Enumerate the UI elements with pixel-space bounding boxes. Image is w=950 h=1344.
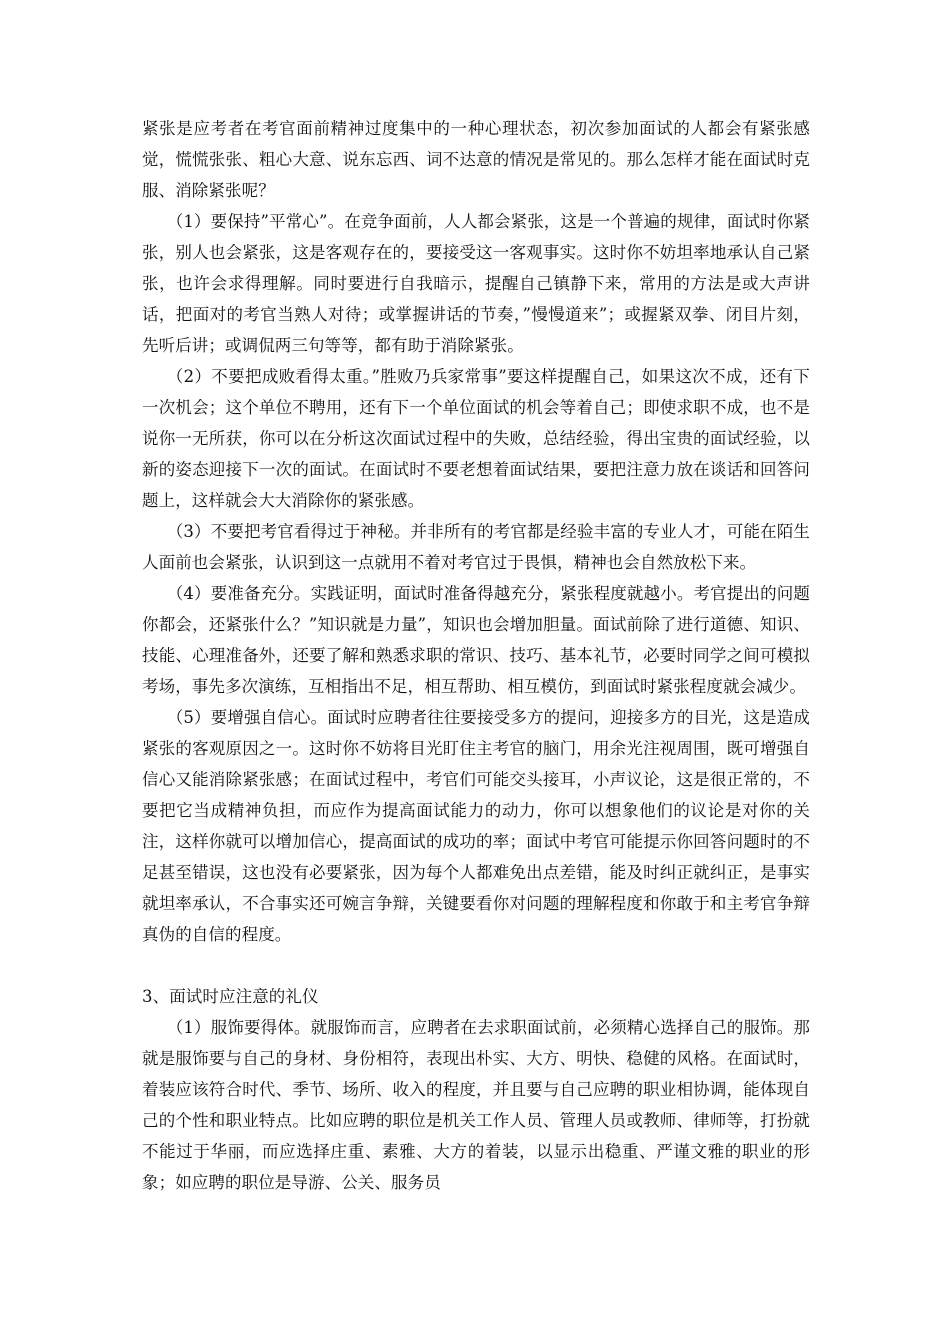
document-page xyxy=(142,113,810,1198)
tip-paragraph-5: （5）要增强自信心。面试时应聘者往往要接受多方的提问，迎接多方的目光，这是造成紧张的客观原因之一。这时你不妨将目光盯住主考官的脑门，用余光注视周围，既可增强自信心又能消除紧张感；在面试过程中，考官们可能交头接耳，小声议论，这是很正常的，不要把它当成精神负担，而应作为提高面试能力的动力，你可以想象他们的议论是对你的关注，这样你就可以增加信心，提高面试的成功的率；面试中考官可能提示你回答问题时的不足甚至错误，这也没有必要紧张，因为每个人都难免出点差错，能及时纠正就纠正，是事实就坦率承认，不合事实还可婉言争辩，关键要看你对问题的理解程度和你敢于和主考官争辩真伪的自信的程度。 xyxy=(142,708,810,944)
intro-paragraph: 紧张是应考者在考官面前精神过度集中的一种心理状态，初次参加面试的人都会有紧张感觉，慌慌张张、粗心大意、说东忘西、词不达意的情况是常见的。那么怎样才能在面试时克服、消除紧张呢？ xyxy=(142,119,810,200)
tip-paragraph-2: （2）不要把成败看得太重。”胜败乃兵家常事”要这样提醒自己，如果这次不成，还有下一次机会；这个单位不聘用，还有下一个单位面试的机会等着自己；即使求职不成，也不是说你一无所获，你可以在分析这次面试过程中的失败，总结经验，得出宝贵的面试经验，以新的姿态迎接下一次的面试。在面试时不要老想着面试结果，要把注意力放在谈话和回答问题上，这样就会大大消除你的紧张感。 xyxy=(142,367,810,510)
tip-paragraph-4: （4）要准备充分。实践证明，面试时准备得越充分，紧张程度就越小。考官提出的问题你都会，还紧张什么？”知识就是力量”，知识也会增加胆量。面试前除了进行道德、知识、技能、心理准备外，还要了解和熟悉求职的常识、技巧、基本礼节，必要时同学之间可模拟考场，事先多次演练，互相指出不足，相互帮助、相互模仿，到面试时紧张程度就会减少。 xyxy=(142,584,810,696)
etiquette-paragraph-1: （1）服饰要得体。就服饰而言，应聘者在去求职面试前，必须精心选择自己的服饰。那就是服饰要与自己的身材、身份相符，表现出朴实、大方、明快、稳健的风格。在面试时，着装应该符合时代、季节、场所、收入的程度，并且要与自己应聘的职业相协调，能体现自己的个性和职业特点。比如应聘的职位是机关工作人员、管理人员或教师、律师等，打扮就不能过于华丽，而应选择庄重、素雅、大方的着装，以显示出稳重、严谨文雅的职业的形象；如应聘的职位是导游、公关、服务员 xyxy=(142,1018,810,1192)
tip-paragraph-1: （1）要保持”平常心”。在竞争面前，人人都会紧张，这是一个普遍的规律，面试时你紧张，别人也会紧张，这是客观存在的，要接受这一客观事实。这时你不妨坦率地承认自己紧张，也许会求得理解。同时要进行自我暗示，提醒自己镇静下来，常用的方法是或大声讲话，把面对的考官当熟人对待；或掌握讲话的节奏，”慢慢道来”；或握紧双拳、闭目片刻，先听后讲；或调侃两三句等等，都有助于消除紧张。 xyxy=(142,212,810,355)
section-3-heading: 3、面试时应注意的礼仪 xyxy=(142,987,319,1006)
tip-paragraph-3: （3）不要把考官看得过于神秘。并非所有的考官都是经验丰富的专业人才，可能在陌生人面前也会紧张，认识到这一点就用不着对考官过于畏惧，精神也会自然放松下来。 xyxy=(142,522,810,572)
